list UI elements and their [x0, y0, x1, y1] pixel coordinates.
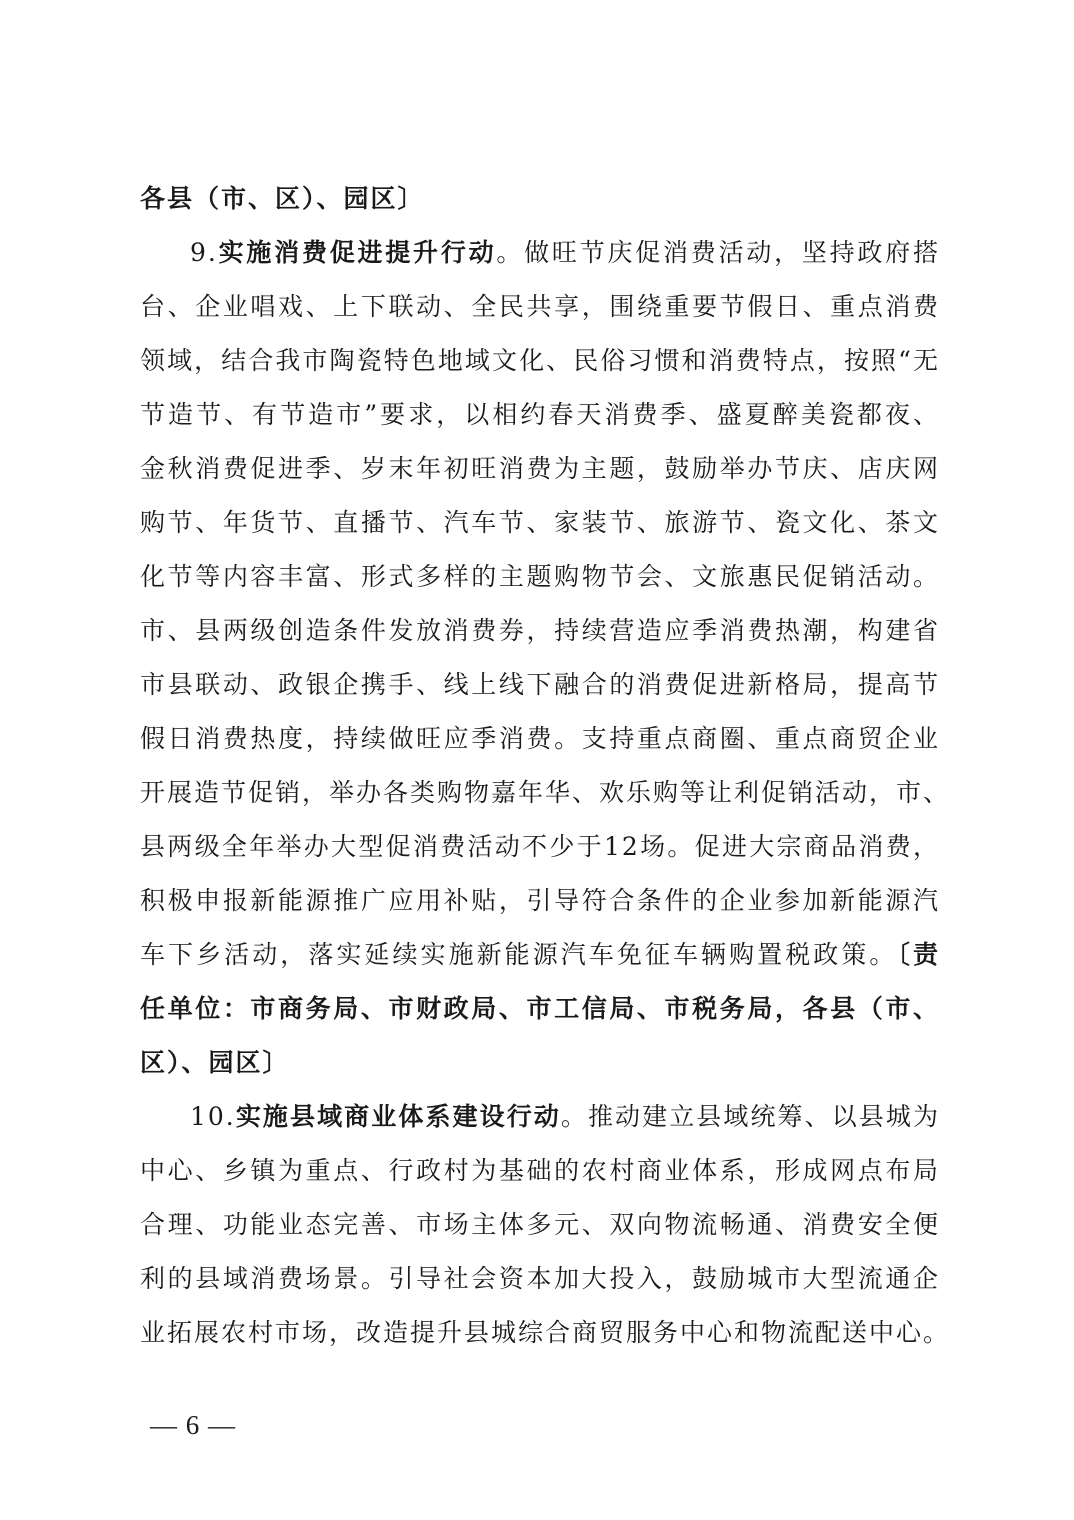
item9-last-body-line [140, 928, 940, 982]
item9-line: 金秋消费促进季、岁末年初旺消费为主题，鼓励举办节庆、店庆网 [140, 454, 940, 483]
item9-line: 领域，结合我市陶瓷特色地域文化、民俗习惯和消费特点，按照“无 [140, 346, 940, 375]
item9-first-line: 9.实施消费促进提升行动。做旺节庆促消费活动，坚持政府搭 [190, 238, 940, 267]
item10-line: 利的县域消费场景。引导社会资本加大投入，鼓励城市大型流通企 [140, 1264, 940, 1293]
item9-line: 车下乡活动，落实延续实施新能源汽车免征车辆购置税政策。 [140, 940, 898, 969]
item9-line: 假日消费热度，持续做旺应季消费。支持重点商圈、重点商贸企业 [140, 724, 940, 753]
item9-line: 化节等内容丰富、形式多样的主题购物节会、文旅惠民促销活动。 [140, 562, 940, 591]
item9-number: 9. [190, 238, 218, 267]
item10-line: 合理、功能业态完善、市场主体多元、双向物流畅通、消费安全便 [140, 1210, 940, 1239]
item9-line: 台、企业唱戏、上下联动、全民共享，围绕重要节假日、重点消费 [140, 292, 940, 321]
page-number: — 6 — [150, 1410, 236, 1440]
item10-first-line: 10.实施县域商业体系建设行动。推动建立县域统筹、以县城为 [190, 1102, 940, 1131]
item9-responsibility: 任单位：市商务局、市财政局、市工信局、市税务局，各县（市、 [140, 994, 940, 1023]
item9-heading: 实施消费促进提升行动 [217, 238, 497, 267]
item10-line: 中心、乡镇为重点、行政村为基础的农村商业体系，形成网点布局 [140, 1156, 940, 1185]
item10-number: 10. [190, 1102, 236, 1131]
item9-line: 开展造节促销，举办各类购物嘉年华、欢乐购等让利促销活动，市、 [140, 778, 951, 807]
item10-heading: 实施县域商业体系建设行动 [235, 1102, 561, 1131]
item9-line: 积极申报新能源推广应用补贴，引导符合条件的企业参加新能源汽 [140, 886, 940, 915]
item9-line: 市、县两级创造条件发放消费券，持续营造应季消费热潮，构建省 [140, 616, 940, 645]
item9-line: 购节、年货节、直播节、汽车节、家装节、旅游节、瓷文化、茶文 [140, 508, 940, 537]
item9-responsibility-end: 区）、园区〕 [140, 1048, 290, 1077]
item10-line: 推动建立县域统筹、以县城为 [587, 1102, 940, 1131]
item9-responsibility-start: 〔责 [897, 940, 940, 969]
item9-line: 做旺节庆促消费活动，坚持政府搭 [524, 238, 940, 267]
item9-line: 节造节、有节造市”要求，以相约春天消费季、盛夏醉美瓷都夜、 [140, 400, 940, 429]
item9-line: 县两级全年举办大型促消费活动不少于12场。促进大宗商品消费， [140, 832, 940, 861]
item9-line: 市县联动、政银企携手、线上线下融合的消费促进新格局，提高节 [140, 670, 940, 699]
carryover-responsibility: 各县（市、区）、园区〕 [140, 184, 425, 213]
item10-line: 业拓展农村市场，改造提升县城综合商贸服务中心和物流配送中心。 [140, 1318, 951, 1347]
